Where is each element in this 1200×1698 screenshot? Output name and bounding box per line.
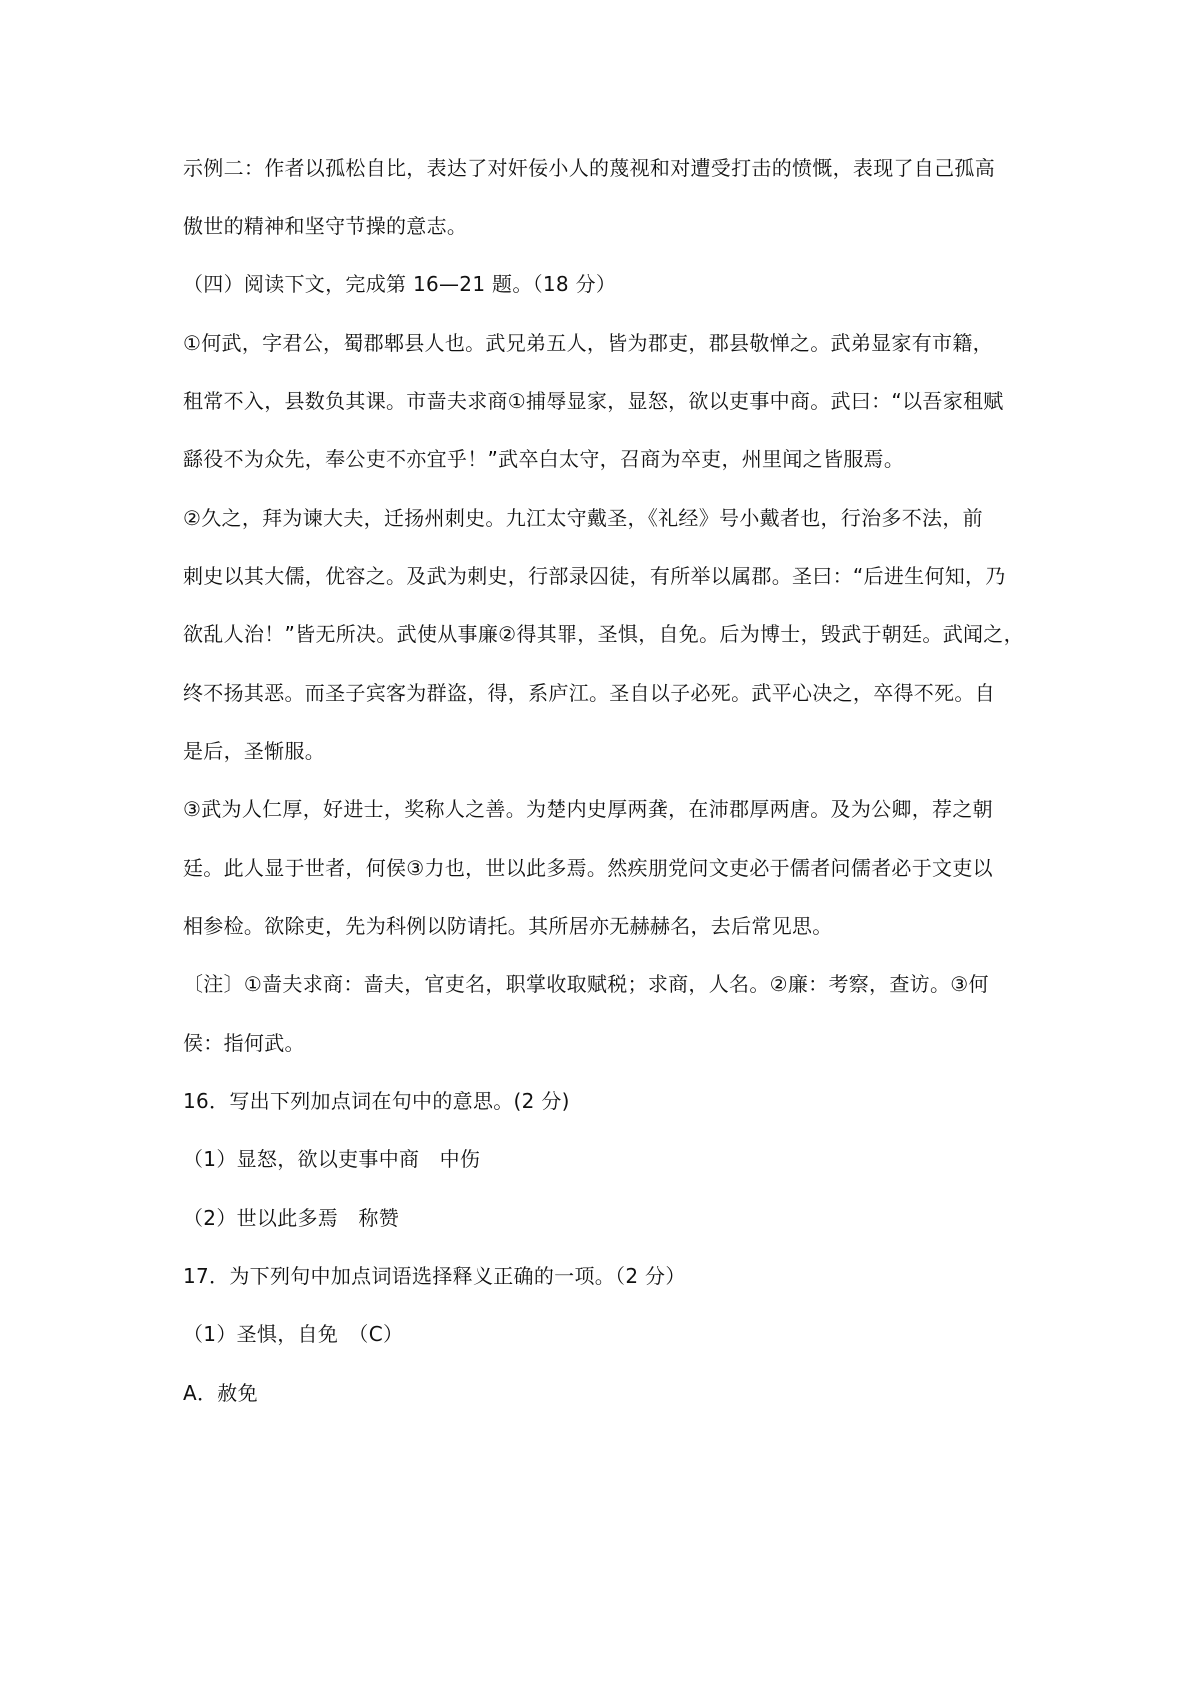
question-line: （1）显怒，欲以吏事中商 中伤 [183,1147,481,1171]
text-line: 繇役不为众先，奉公吏不亦宜乎！”武卒白太守，召商为卒吏，州里闻之皆服焉。 [183,447,905,471]
footnote-line: 〔注〕①啬夫求商：啬夫，官吏名，职掌收取赋税；求商，人名。②廉：考察，查访。③何 [183,972,989,996]
footnote-line: 侯：指何武。 [183,1031,305,1055]
text-line: ②久之，拜为谏大夫，迁扬州刺史。九江太守戴圣，《礼经》号小戴者也，行治多不法，前 [183,506,983,530]
section-heading: （四）阅读下文，完成第 16—21 题。（18 分） [183,272,617,296]
text-line: 刺史以其大儒，优容之。及武为刺史，行部录囚徒，有所举以属郡。圣曰：“后进生何知，乃 [183,564,1006,588]
text-line: 终不扬其恶。而圣子宾客为群盗，得，系庐江。圣自以子必死。武平心决之，卒得不死。自 [183,681,995,705]
text-line: ①何武，字君公，蜀郡郫县人也。武兄弟五人，皆为郡吏，郡县敬惮之。武弟显家有市籍， [183,331,993,355]
question-line: 16．写出下列加点词在句中的意思。(2 分) [183,1089,570,1113]
question-line: （1）圣惧，自免 （C） [183,1322,404,1346]
text-line: 租常不入，县数负其课。市啬夫求商①捕辱显家，显怒，欲以吏事中商。武曰：“以吾家租赋 [183,389,1004,413]
text-line: 相参检。欲除吏，先为科例以防请托。其所居亦无赫赫名，去后常见思。 [183,914,833,938]
question-line: （2）世以此多焉 称赞 [183,1206,400,1230]
option-line: A．赦免 [183,1381,258,1405]
text-line: ③武为人仁厚，好进士，奖称人之善。为楚内史厚两龚，在沛郡厚两唐。及为公卿，荐之朝 [183,797,993,821]
text-line: 廷。此人显于世者，何侯③力也，世以此多焉。然疾朋党问文吏必于儒者问儒者必于文吏以 [183,856,993,880]
text-line: 是后，圣惭服。 [183,739,326,763]
question-line: 17．为下列句中加点词语选择释义正确的一项。（2 分） [183,1264,686,1288]
text-line: 欲乱人治！”皆无所决。武使从事廉②得其罪，圣惧，自免。后为博士，毁武于朝廷。武闻之， [183,622,1024,646]
text-line: 傲世的精神和坚守节操的意志。 [183,214,468,238]
text-line: 示例二：作者以孤松自比，表达了对奸佞小人的蔑视和对遭受打击的愤慨，表现了自己孤高 [183,156,995,180]
